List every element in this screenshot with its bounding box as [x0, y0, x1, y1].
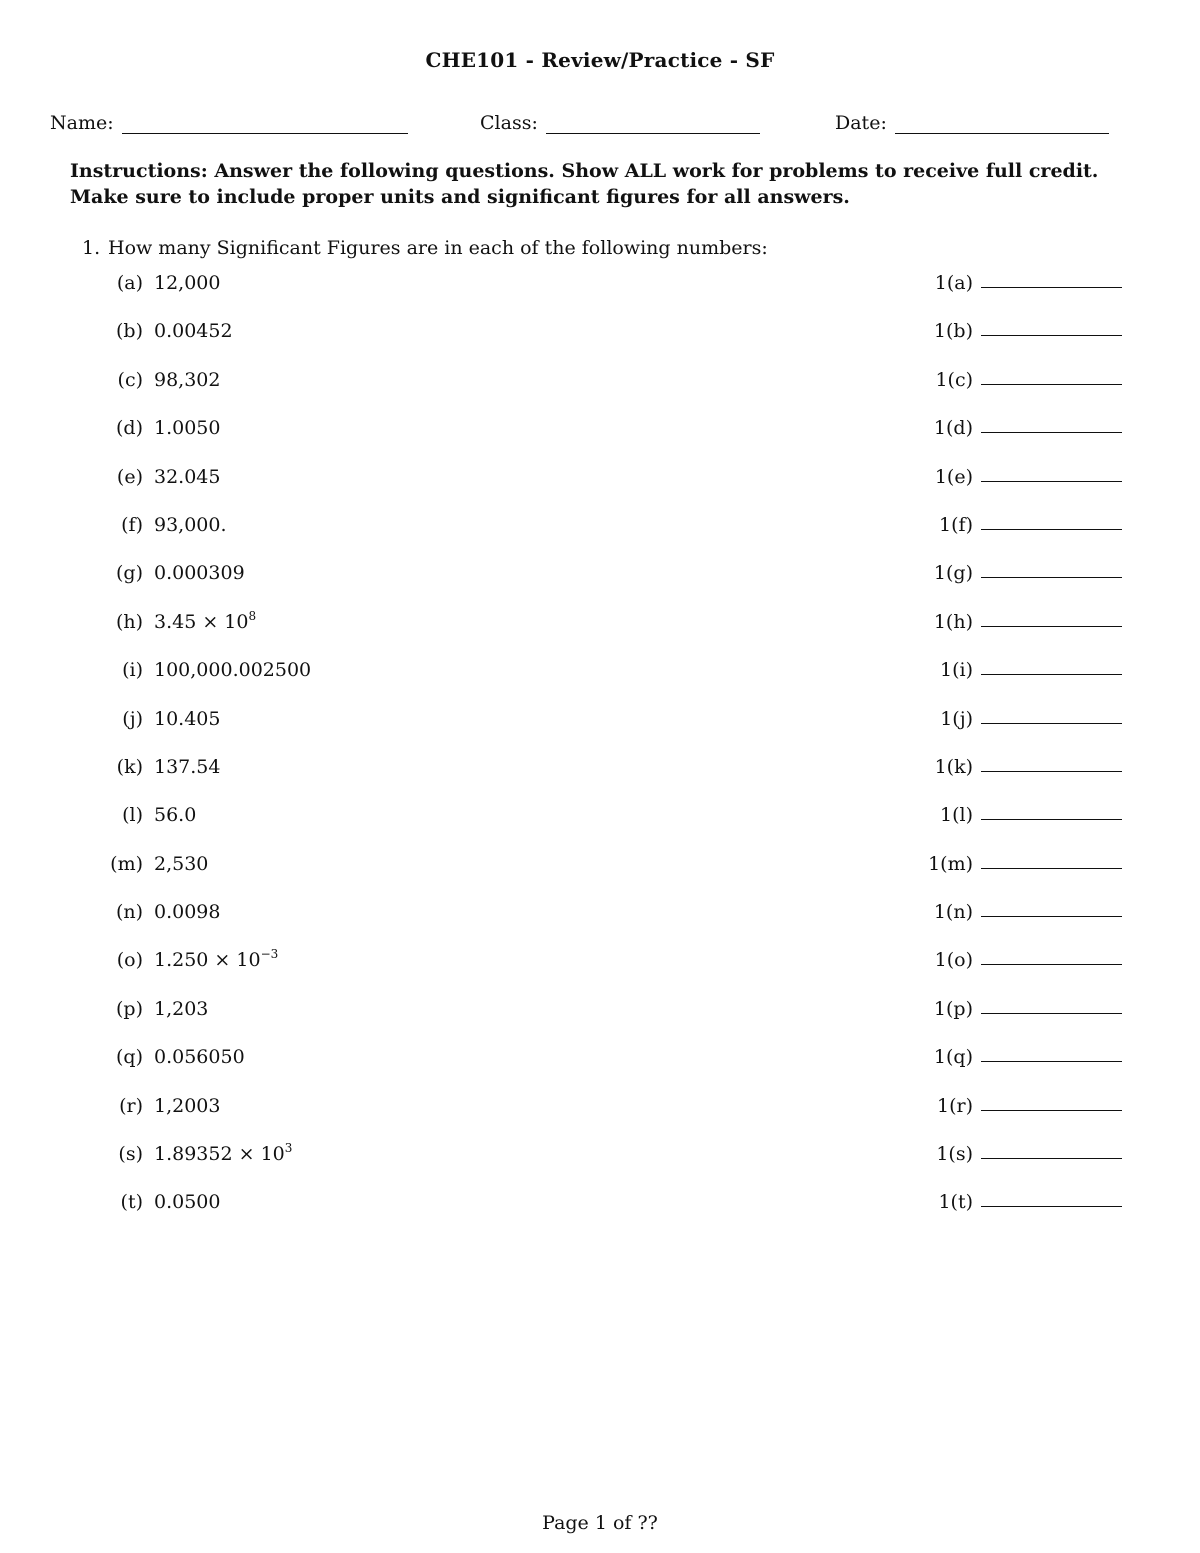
item-value — [154, 996, 208, 1022]
item-marker: (o) — [116, 949, 143, 972]
item-value-base: 0.0500 — [154, 1191, 221, 1214]
list-item — [0, 1093, 1200, 1141]
item-marker: (s) — [118, 1143, 143, 1166]
item-value-base: 0.00452 — [154, 320, 233, 343]
list-item — [0, 657, 1200, 705]
page-title: CHE101 - Review/Practice - SF — [425, 48, 775, 72]
item-marker: (t) — [120, 1191, 143, 1214]
page-footer: Page 1 of ?? — [542, 1512, 658, 1534]
item-marker: (p) — [116, 997, 143, 1020]
item-value — [154, 657, 311, 683]
list-item — [0, 947, 1200, 995]
item-marker: (e) — [116, 465, 143, 488]
name-field[interactable] — [50, 108, 408, 134]
answer-blank-line[interactable] — [981, 384, 1122, 385]
instructions: Instructions: Answer the following questions. Show ALL work for problems to receive full credit. Make sure to include proper units and significant figures for all answers. — [70, 160, 1099, 208]
item-marker: (b) — [116, 320, 143, 343]
answer-label: 1(q) — [933, 1046, 973, 1069]
class-label: Class: — [480, 112, 538, 134]
answer-label: 1(c) — [935, 368, 973, 391]
answer-label: 1(i) — [940, 659, 973, 682]
name-blank-line[interactable] — [122, 111, 408, 134]
answer-blank-line[interactable] — [981, 1206, 1122, 1207]
item-marker: (q) — [116, 1046, 143, 1069]
item-value-base: 0.056050 — [154, 1046, 245, 1069]
list-item — [0, 560, 1200, 608]
answer-blank-line[interactable] — [981, 1061, 1122, 1062]
item-value-exponent: 3 — [284, 1141, 293, 1156]
item-value-exponent: −3 — [260, 947, 279, 962]
answer-blank-line[interactable] — [981, 481, 1122, 482]
item-marker: (k) — [116, 755, 143, 778]
item-marker: (m) — [110, 852, 143, 875]
item-value-base: 1.250 × 10 — [154, 949, 261, 972]
class-blank-line[interactable] — [546, 111, 760, 134]
list-item — [0, 367, 1200, 415]
item-value-base: 98,302 — [154, 368, 221, 391]
item-marker: (c) — [117, 368, 143, 391]
item-value — [154, 560, 245, 586]
item-value — [154, 899, 220, 925]
answer-label: 1(d) — [933, 417, 973, 440]
item-value — [154, 609, 256, 635]
item-value-base: 137.54 — [154, 755, 221, 778]
item-value-base: 10.405 — [154, 707, 221, 730]
item-value-base: 1,2003 — [154, 1094, 221, 1117]
name-label: Name: — [50, 112, 114, 134]
item-value-base: 3.45 × 10 — [154, 610, 249, 633]
item-marker: (r) — [119, 1094, 143, 1117]
item-marker: (h) — [115, 610, 143, 633]
item-value-base: 1,203 — [154, 997, 209, 1020]
class-field[interactable] — [480, 108, 760, 134]
list-item — [0, 318, 1200, 366]
answer-blank-line[interactable] — [981, 1158, 1122, 1159]
answer-blank-line[interactable] — [981, 287, 1122, 288]
answer-label: 1(b) — [933, 320, 973, 343]
item-marker: (a) — [116, 272, 143, 294]
answer-blank-line[interactable] — [981, 674, 1122, 675]
answer-blank-line[interactable] — [981, 868, 1122, 869]
item-value — [154, 754, 220, 780]
answer-blank-line[interactable] — [981, 577, 1122, 578]
item-marker: (n) — [115, 901, 143, 924]
list-item — [0, 270, 1200, 318]
item-value — [154, 464, 220, 490]
item-value-base: 12,000 — [154, 272, 221, 294]
answer-blank-line[interactable] — [981, 964, 1122, 965]
item-value — [154, 851, 208, 877]
item-value-exponent: 8 — [248, 608, 257, 623]
item-marker: (l) — [122, 804, 143, 827]
answer-label: 1(k) — [934, 755, 973, 778]
answer-label: 1(a) — [934, 272, 973, 294]
item-value-base: 93,000. — [154, 513, 227, 536]
item-value-base: 1.89352 × 10 — [154, 1143, 285, 1166]
item-value — [154, 802, 196, 828]
answer-label: 1(p) — [933, 997, 973, 1020]
item-value-base: 1.0050 — [154, 417, 221, 440]
item-value — [154, 947, 278, 973]
answer-blank-line[interactable] — [981, 529, 1122, 530]
date-field[interactable] — [835, 108, 1109, 134]
question-text: How many Significant Figures are in each of the following numbers: — [108, 237, 768, 259]
item-marker: (i) — [122, 659, 143, 682]
answer-blank-line[interactable] — [981, 432, 1122, 433]
item-value-base: 32.045 — [154, 465, 221, 488]
item-marker: (j) — [122, 707, 143, 730]
list-item — [0, 415, 1200, 463]
list-item — [0, 1141, 1200, 1189]
answer-blank-line[interactable] — [981, 819, 1122, 820]
list-item — [0, 1189, 1200, 1237]
question-number: 1. — [82, 237, 101, 259]
question-1 — [82, 235, 768, 261]
list-item — [0, 609, 1200, 657]
list-item — [0, 464, 1200, 512]
item-value — [154, 415, 220, 441]
item-value-base: 2,530 — [154, 852, 209, 875]
list-item — [0, 512, 1200, 560]
list-item — [0, 899, 1200, 947]
list-item — [0, 754, 1200, 802]
item-value-base: 0.0098 — [154, 901, 221, 924]
item-value — [154, 318, 233, 344]
answer-blank-line[interactable] — [981, 1110, 1122, 1111]
item-value-base: 56.0 — [154, 804, 197, 827]
item-value — [154, 1141, 292, 1167]
answer-blank-line[interactable] — [981, 335, 1122, 336]
list-item — [0, 851, 1200, 899]
answer-label: 1(m) — [928, 852, 973, 875]
item-value — [154, 270, 220, 296]
answer-label: 1(l) — [940, 804, 973, 827]
answer-blank-line[interactable] — [981, 916, 1122, 917]
answer-label: 1(e) — [934, 465, 973, 488]
list-item — [0, 706, 1200, 754]
item-marker: (f) — [121, 513, 143, 536]
list-item — [0, 1044, 1200, 1092]
answer-blank-line[interactable] — [981, 626, 1122, 627]
question-items-list — [0, 270, 1200, 1238]
answer-blank-line[interactable] — [981, 723, 1122, 724]
answer-blank-line[interactable] — [981, 1013, 1122, 1014]
answer-label: 1(f) — [939, 513, 973, 536]
item-value-base: 0.000309 — [154, 562, 245, 585]
answer-label: 1(r) — [937, 1094, 973, 1117]
date-blank-line[interactable] — [895, 111, 1109, 134]
answer-label: 1(t) — [938, 1191, 973, 1214]
item-value-base: 100,000.002500 — [154, 659, 312, 682]
item-value — [154, 367, 220, 393]
answer-label: 1(s) — [936, 1143, 973, 1166]
item-marker: (g) — [116, 562, 143, 585]
list-item — [0, 996, 1200, 1044]
list-item — [0, 802, 1200, 850]
item-value — [154, 706, 220, 732]
item-marker: (d) — [116, 417, 143, 440]
answer-label: 1(h) — [933, 610, 973, 633]
answer-label: 1(j) — [940, 707, 973, 730]
item-value — [154, 512, 227, 538]
item-value — [154, 1093, 220, 1119]
item-value — [154, 1189, 220, 1215]
answer-label: 1(n) — [933, 901, 973, 924]
item-value — [154, 1044, 245, 1070]
answer-blank-line[interactable] — [981, 771, 1122, 772]
answer-label: 1(g) — [933, 562, 973, 585]
date-label: Date: — [835, 112, 887, 134]
answer-label: 1(o) — [934, 949, 973, 972]
